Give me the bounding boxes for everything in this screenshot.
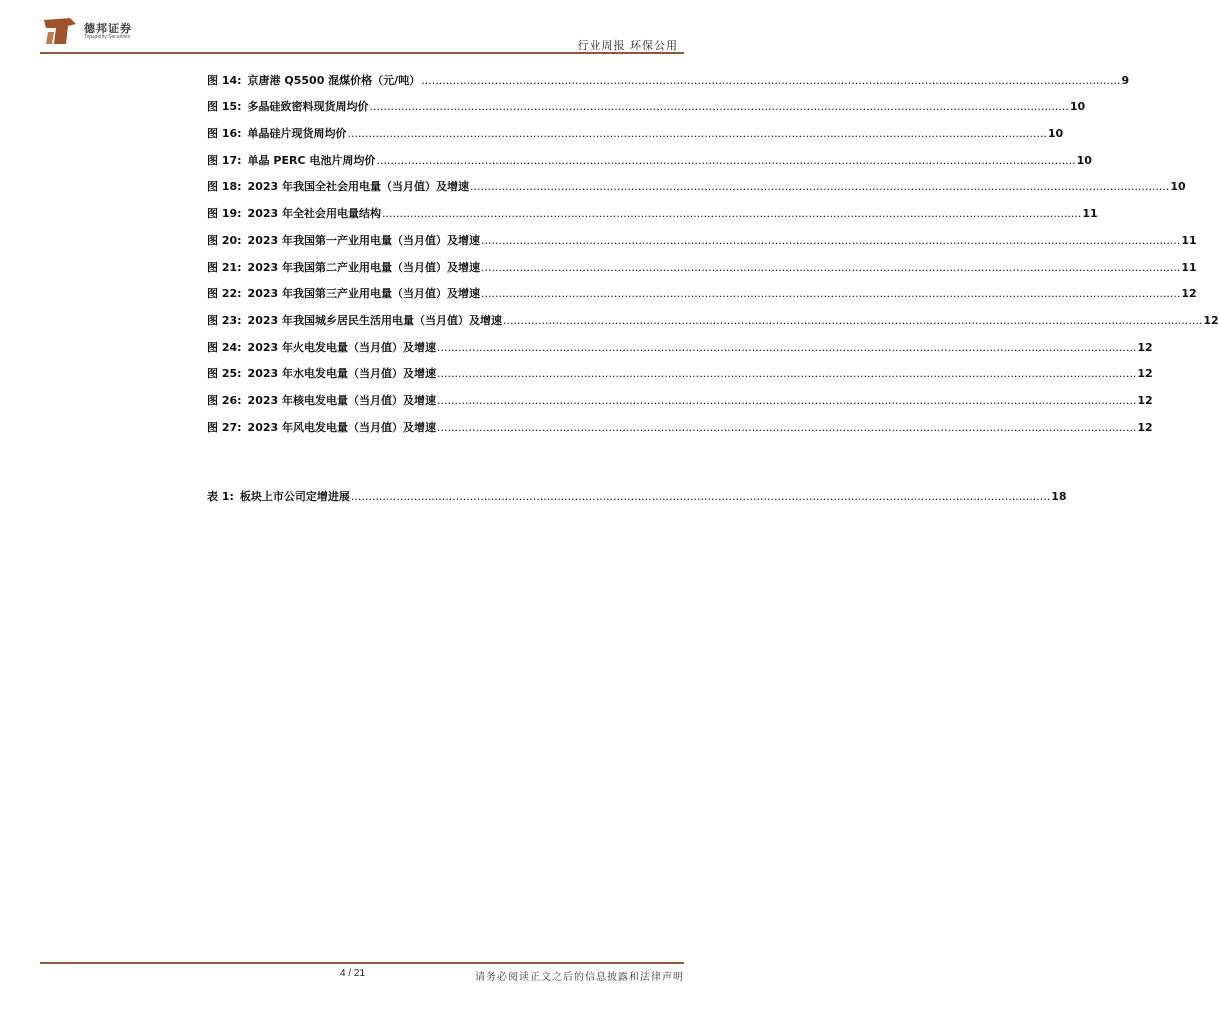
dot-leader: ........................................................................................................................................................................................................	[481, 287, 1181, 301]
page-header	[40, 14, 684, 54]
entry-page-number: 10	[1069, 100, 1086, 114]
figure-toc-entry[interactable]	[207, 274, 1197, 301]
entry-page-number: 12	[1137, 367, 1153, 381]
entry-title: 2023 年核电发电量（当月值）及增速	[247, 393, 436, 407]
figure-toc-entry[interactable]	[207, 300, 1219, 327]
company-logo	[40, 14, 170, 50]
dot-leader: ........................................................................................................................................................................................................	[481, 260, 1181, 274]
entry-page-number: 10	[1076, 153, 1092, 167]
figure-toc-entry[interactable]	[207, 327, 1153, 354]
disclaimer-note: 请务必阅读正文之后的信息披露和法律声明	[475, 972, 684, 983]
figure-toc-entry[interactable]	[207, 354, 1153, 381]
entry-page-number: 18	[1051, 489, 1067, 503]
figure-toc-entry[interactable]	[207, 87, 1086, 114]
report-category: 行业周报 环保公用	[577, 39, 678, 52]
entry-label: 图 24:	[207, 340, 242, 354]
figure-toc-entry[interactable]	[207, 193, 1098, 221]
dot-leader: ........................................................................................................................................................................................................	[350, 489, 1051, 503]
entry-label: 图 27:	[207, 420, 242, 434]
entry-label: 图 22:	[207, 287, 242, 301]
entry-title: 京唐港 Q5500 混煤价格（元/吨）	[247, 73, 421, 87]
dot-leader: ........................................................................................................................................................................................................	[376, 153, 1076, 167]
page-number: 4 / 21	[340, 968, 366, 979]
dot-leader: ........................................................................................................................................................................................................	[503, 313, 1203, 327]
figure-toc-entry[interactable]	[207, 380, 1153, 407]
entry-page-number: 11	[1181, 233, 1197, 247]
entry-label: 图 26:	[207, 393, 242, 407]
dot-leader: ........................................................................................................................................................................................................	[437, 367, 1137, 381]
dot-leader: ........................................................................................................................................................................................................	[437, 420, 1137, 434]
entry-page-number: 10	[1170, 180, 1186, 194]
entry-title: 2023 年我国第一产业用电量（当月值）及增速	[247, 233, 480, 247]
table-toc-entry[interactable]	[207, 476, 1067, 503]
entry-page-number: 10	[1047, 127, 1064, 141]
entry-title: 2023 年水电发电量（当月值）及增速	[247, 367, 436, 381]
entry-page-number: 12	[1137, 393, 1153, 407]
figure-toc-entry[interactable]	[207, 167, 1186, 194]
entry-page-number: 12	[1137, 340, 1153, 354]
figure-toc-entry[interactable]	[207, 140, 1092, 167]
entry-label: 图 16:	[207, 127, 242, 141]
entry-page-number: 9	[1121, 73, 1130, 87]
dot-leader: ........................................................................................................................................................................................................	[481, 233, 1181, 247]
entry-label: 图 19:	[207, 207, 242, 221]
header-divider	[40, 52, 684, 54]
brand-name-cn: 德邦证券	[84, 22, 132, 35]
brand-name-en: Topsperity Securities	[84, 34, 131, 40]
figure-toc-entry[interactable]	[207, 220, 1197, 247]
entry-title: 2023 年我国全社会用电量（当月值）及增速	[247, 180, 469, 194]
entry-title: 2023 年风电发电量（当月值）及增速	[247, 420, 436, 434]
entry-title: 多晶硅致密料现货周均价	[247, 100, 369, 114]
table-list	[207, 476, 1067, 503]
figure-toc-entry[interactable]	[207, 407, 1153, 434]
entry-title: 2023 年我国第三产业用电量（当月值）及增速	[247, 287, 480, 301]
entry-title: 单晶 PERC 电池片周均价	[247, 153, 376, 167]
dot-leader: ........................................................................................................................................................................................................	[470, 180, 1170, 194]
entry-title: 2023 年我国城乡居民生活用电量（当月值）及增速	[247, 313, 502, 327]
dot-leader: ........................................................................................................................................................................................................	[369, 100, 1069, 114]
entry-page-number: 11	[1082, 207, 1098, 221]
dot-leader: ........................................................................................................................................................................................................	[347, 127, 1047, 141]
entry-label: 图 15:	[207, 100, 242, 114]
entry-label: 图 20:	[207, 233, 242, 247]
footer-divider	[40, 962, 684, 964]
entry-label: 图 14:	[207, 73, 242, 87]
entry-label: 图 21:	[207, 260, 242, 274]
entry-title: 单晶硅片现货周均价	[247, 127, 347, 141]
dot-leader: ........................................................................................................................................................................................................	[421, 73, 1121, 87]
logo-mark-icon	[40, 14, 80, 50]
dot-leader: ........................................................................................................................................................................................................	[437, 393, 1137, 407]
dot-leader: ........................................................................................................................................................................................................	[382, 207, 1082, 221]
entry-title: 2023 年火电发电量（当月值）及增速	[247, 340, 436, 354]
figure-toc-entry[interactable]	[207, 247, 1197, 274]
entry-label: 表 1:	[207, 489, 234, 503]
dot-leader: ........................................................................................................................................................................................................	[437, 340, 1137, 354]
entry-label: 图 25:	[207, 367, 242, 381]
entry-title: 2023 年我国第二产业用电量（当月值）及增速	[247, 260, 480, 274]
entry-page-number: 12	[1203, 313, 1219, 327]
entry-label: 图 17:	[207, 153, 242, 167]
entry-page-number: 12	[1137, 420, 1153, 434]
entry-page-number: 12	[1181, 287, 1197, 301]
figure-list	[207, 60, 1219, 434]
entry-label: 图 18:	[207, 180, 242, 194]
figure-toc-entry[interactable]	[207, 113, 1064, 141]
figure-toc-entry[interactable]	[207, 60, 1130, 87]
entry-label: 图 23:	[207, 313, 242, 327]
entry-title: 2023 年全社会用电量结构	[247, 207, 381, 221]
entry-page-number: 11	[1181, 260, 1197, 274]
entry-title: 板块上市公司定增进展	[239, 489, 350, 503]
